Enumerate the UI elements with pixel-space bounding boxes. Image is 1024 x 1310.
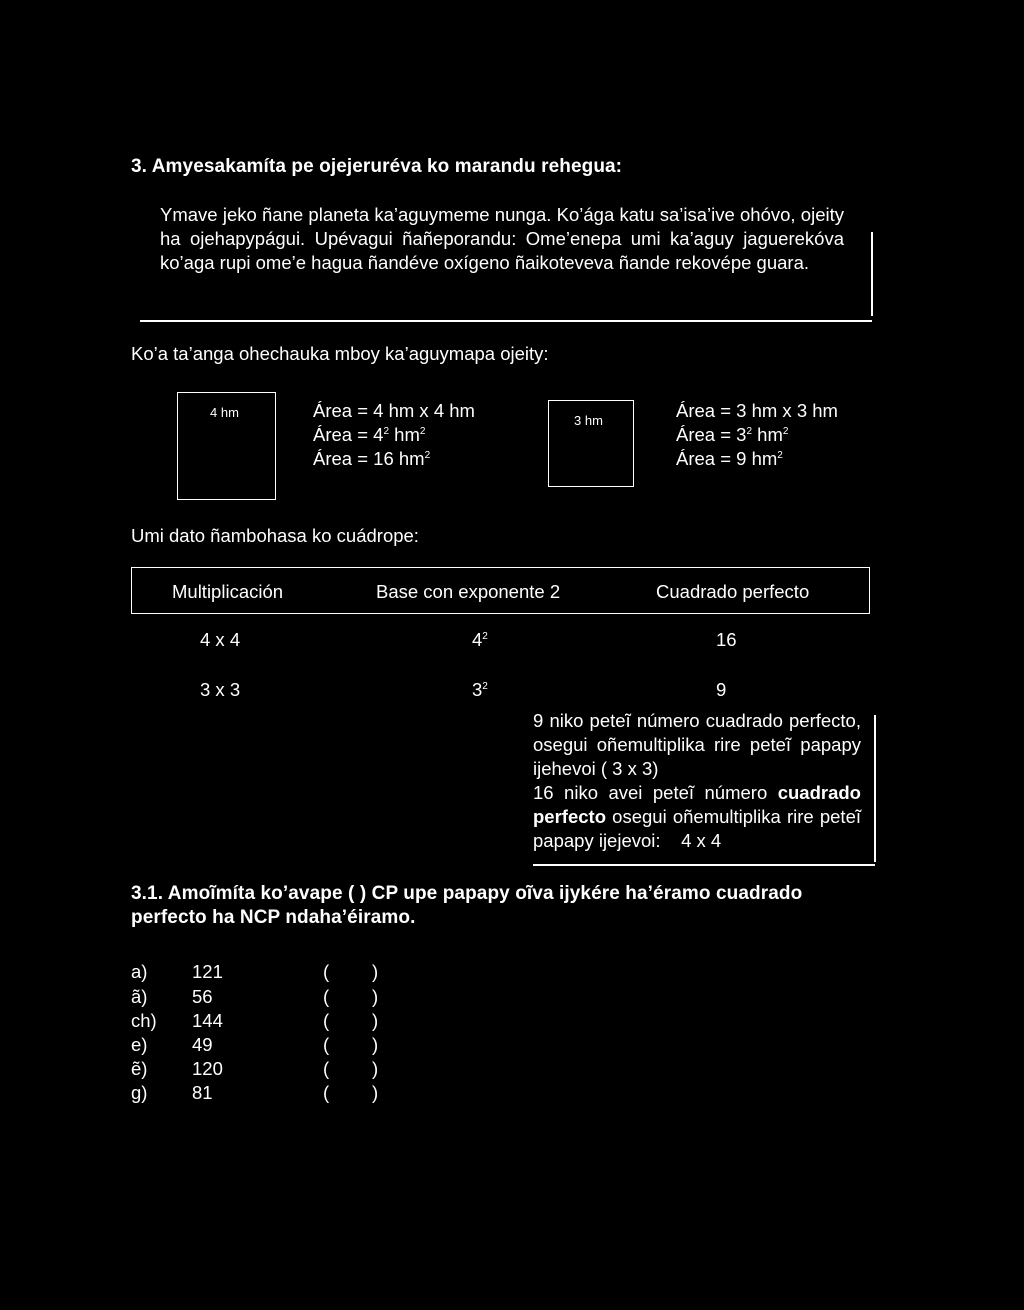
area-line: Área = 9 $hm^2$ — [676, 448, 783, 469]
table-row — [0, 679, 1024, 703]
row-mult: 3 x 3 — [200, 679, 241, 700]
area-calc-3hm — [676, 399, 838, 471]
answer-blank-open[interactable]: ( — [323, 1010, 330, 1031]
row-mult: 4 x 4 — [200, 629, 241, 650]
area-line: Área = $3^2$ $hm^2$ — [676, 424, 789, 445]
note-part-1: 9 niko peteĩ número cuadrado perfecto, osegui oñemultiplika rire peteĩ papapy ijehevoi ( 3 x 3) — [533, 710, 861, 779]
area-line: Área = 3 hm x 3 hm — [676, 400, 838, 421]
square-4hm-label: 4 hm — [210, 405, 239, 420]
answer-blank-open[interactable]: ( — [323, 1058, 330, 1079]
row-square: 9 — [716, 679, 727, 700]
table-header-cell: Cuadrado perfecto — [656, 581, 810, 602]
area-calc-4hm — [313, 399, 475, 471]
figure-caption: Ko’a ta’anga ohechauka mboy ka’aguymapa ojeity: — [131, 343, 549, 364]
note-frame-right — [874, 715, 876, 862]
table-header-cell: Multiplicación — [172, 581, 284, 602]
paragraph-frame-bottom — [140, 320, 872, 322]
section-heading: 3. Amyesakamíta pe ojejeruréva ko marandu rehegua: — [131, 156, 623, 177]
intro-paragraph: Ymave jeko ñane planeta ka’aguymeme nunga. Ko’ága katu sa’isa’ive ohóvo, ojeity ha ojehapypágui. Upévagui ñañeporandu: Ome’enepa umi ka’aguy jaguerekóva ko’aga rupi ome’e hagua ñandéve oxígeno ñaikoteveva ñande rekovépe guara. — [160, 204, 844, 273]
square-3hm-label: 3 hm — [574, 413, 603, 428]
table-intro: Umi dato ñambohasa ko cuádrope: — [131, 525, 419, 546]
area-line: Área = 4 hm x 4 hm — [313, 400, 475, 421]
area-line: Área = 16 $hm^2$ — [313, 448, 431, 469]
table-header — [131, 567, 870, 614]
area-line: Área = $4^2$ $hm^2$ — [313, 424, 426, 445]
note-frame-bottom — [533, 864, 875, 866]
row-base: $3^2$ — [472, 679, 488, 700]
answer-blank-open[interactable]: ( — [323, 1082, 330, 1103]
table-row — [0, 629, 1024, 653]
answer-blank-open[interactable]: ( — [323, 961, 330, 982]
question: 3.1. Amoĩmíta ko’avape ( ) CP upe papapy oĩva ijykére ha’éramo cuadrado perfecto ha NCP ndaha’éiramo. — [131, 883, 803, 928]
answer-blank-open[interactable]: ( — [323, 1034, 330, 1055]
row-base: $4^2$ — [472, 629, 488, 650]
answer-blank-open[interactable]: ( — [323, 986, 330, 1007]
paragraph-frame-right — [871, 232, 873, 316]
table-header-cell: Base con exponente 2 — [376, 581, 561, 602]
row-square: 16 — [716, 629, 737, 650]
note-part-2: 16 niko avei peteĩ número cuadrado perfecto osegui oñemultiplika rire peteĩ papapy ijejevoi: 4 x 4 — [533, 782, 861, 851]
